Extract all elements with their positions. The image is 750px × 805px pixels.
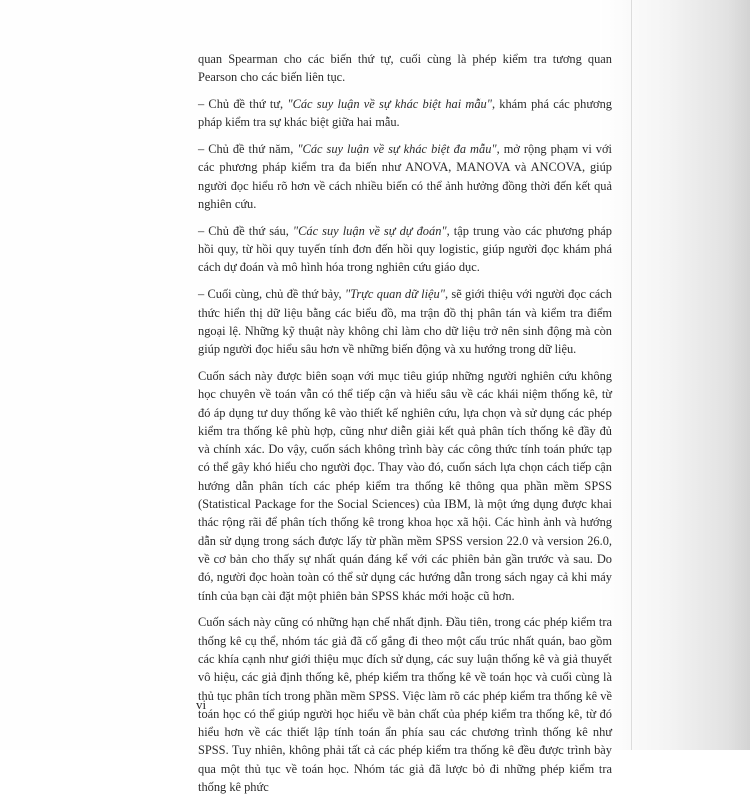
paragraph-4-lead: – Chủ đề thứ sáu, [198,223,293,238]
paragraph-5-text: , sẽ giới thiệu với người đọc cách thức hiển thị dữ liệu bằng các biểu đồ, ma trận đồ thị phân tán và kiểm tra điểm ngoại lệ. Những kỹ thuật này không chỉ làm cho dữ liệu trở nên sinh động mà còn giúp người đọc hiểu sâu hơn về những biến động và xu hướng trong dữ liệu. [198,287,612,357]
paragraph-2-lead: – Chủ đề thứ tư, [198,97,288,112]
page-gutter-shadow [600,0,750,750]
paragraph-2 [198,95,612,132]
paragraph-4 [198,222,612,277]
paragraph-3-lead: – Chủ đề thứ năm, [198,142,298,157]
paragraph-3-text: , mở rộng phạm vi với các phương pháp kiểm tra đa biến như ANOVA, MANOVA và ANCOVA, giúp người đọc hiểu rõ hơn về cách nhiều biến có thể ảnh hưởng đồng thời đến kết quả nghiên cứu. [198,142,612,212]
page-number: vi [196,697,207,712]
paragraph-1-text: quan Spearman cho các biến thứ tự, cuối cùng là phép kiểm tra tương quan Pearson cho các biến liên tục. [198,52,612,85]
page-edge-line [631,0,632,750]
paragraph-1 [198,50,612,87]
paragraph-2-topic-title: "Các suy luận về sự khác biệt hai mẫu" [287,97,492,112]
paragraph-3 [198,140,612,213]
paragraph-5-lead: – Cuối cùng, chủ đề thứ bảy, [198,287,345,302]
body-text [198,50,612,805]
paragraph-2-text: , khám phá các phương pháp kiểm tra sự khác biệt giữa hai mẫu. [198,97,612,130]
paragraph-4-text: , tập trung vào các phương pháp hồi quy, từ hồi quy tuyến tính đơn đến hồi quy logistic, giúp người đọc khám phá cách dự đoán và mô hình hóa trong nghiên cứu giáo dục. [198,223,612,275]
paragraph-7-text: Cuốn sách này cũng có những hạn chế nhất định. Đầu tiên, trong các phép kiểm tra thống kê cụ thể, nhóm tác giả đã cố gắng đi theo một cấu trúc nhất quán, bao gồm các khía cạnh như giới thiệu mục đích sử dụng, các suy luận thống kê và giả thuyết vô hiệu, các giả định thống kê, phép kiểm tra thống kê về toán học và cuối cùng là thủ tục phân tích trong phần mềm SPSS. Việc làm rõ các phép kiểm tra thống kê về toán học có thể giúp người học hiểu về bản chất của phép kiểm tra thống kê, từ đó hiểu hơn về các thiết lập tính toán ẩn phía sau các chương trình thống kê như SPSS. Tuy nhiên, không phải tất cả các phép kiểm tra thống kê đều được trình bày qua một thủ tục về toán học. Nhóm tác giả đã lược bỏ đi những phép kiểm tra thống kê phức [198,615,612,794]
paragraph-6-text: Cuốn sách này được biên soạn với mục tiêu giúp những người nghiên cứu không học chuyên về toán vẫn có thể tiếp cận và hiểu sâu về các khái niệm thống kê, từ đó áp dụng tư duy thống kê vào thiết kế nghiên cứu, lựa chọn và sử dụng các phép kiểm tra thống kê phù hợp, cũng như diễn giải kết quả phân tích thống kê đầy đủ và chính xác. Do vậy, cuốn sách không trình bày các công thức tính toán phức tạp có thể gây khó hiểu cho người đọc. Thay vào đó, cuốn sách lựa chọn cách tiếp cận hướng dẫn phân tích các phép kiểm tra thống kê thông qua phần mềm SPSS (Statistical Package for the Social Sciences) của IBM, là một ứng dụng được khai thác rộng rãi để phân tích thống kê trong khoa học xã hội. Các hình ảnh và hướng dẫn sử dụng trong sách được lấy từ phần mềm SPSS version 22.0 và version 26.0, về cơ bản cho thấy sự nhất quán đáng kể với các phiên bản gần trước và sau. Do đó, người đọc hoàn toàn có thể sử dụng các hướng dẫn trong sách ngay cả khi máy tính của bạn cài đặt một phiên bản SPSS khác mới hoặc cũ hơn. [198,368,612,603]
paragraph-3-topic-title: "Các suy luận về sự khác biệt đa mẫu" [297,142,497,157]
paragraph-7 [198,613,612,796]
paragraph-6 [198,367,612,605]
paragraph-5 [198,285,612,358]
paragraph-4-topic-title: "Các suy luận về sự dự đoán" [292,223,447,238]
paragraph-5-topic-title: "Trực quan dữ liệu" [344,287,445,302]
